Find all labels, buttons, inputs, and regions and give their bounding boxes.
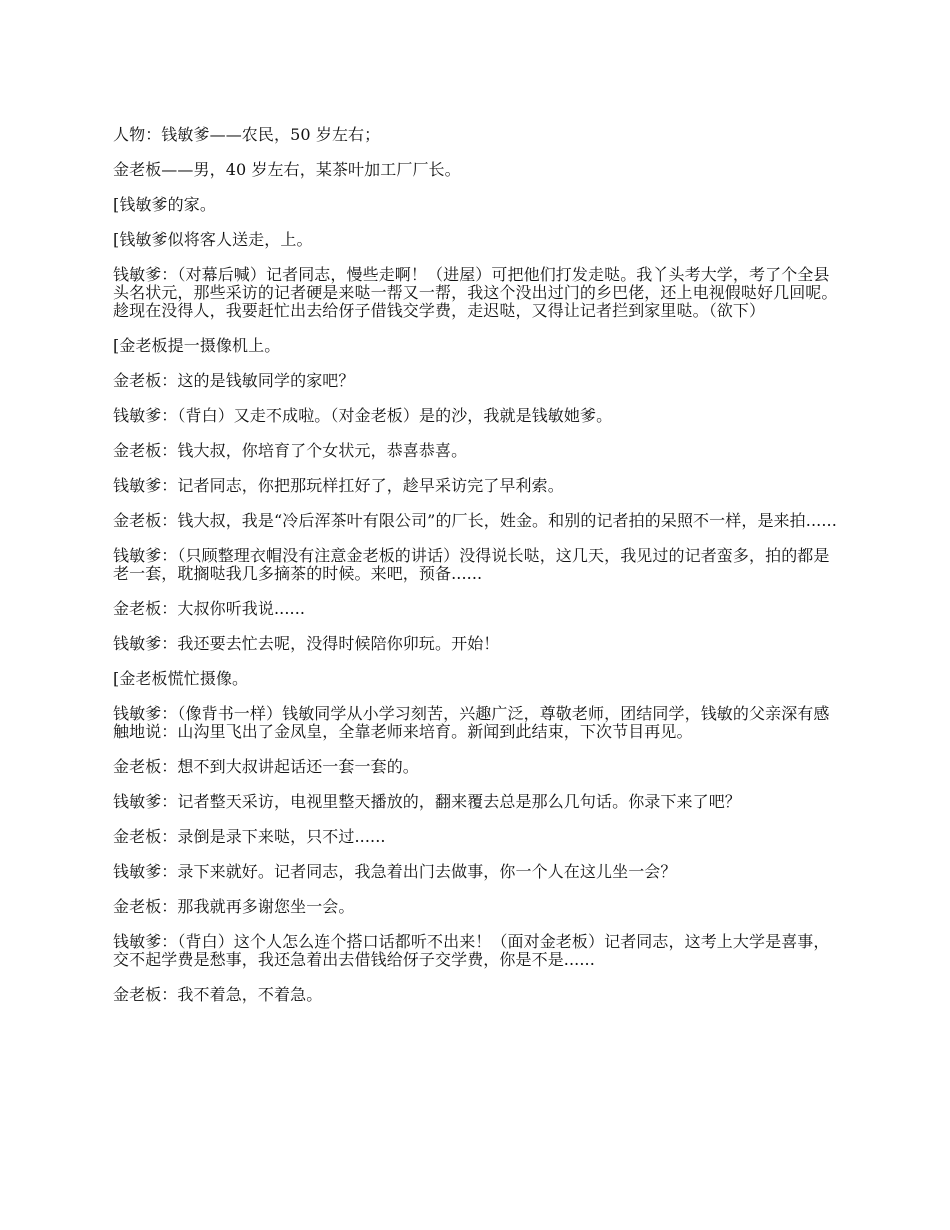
dialogue-line: 钱敏爹：录下来就好。记者同志，我急着出门去做事，你一个人在这儿坐一会？ xyxy=(113,862,677,881)
dialogue-line: 钱敏爹：记者同志，你把那玩样扛好了，趁早采访完了早利索。 xyxy=(113,476,564,495)
dialogue-line: 钱敏爹：（对幕后喊）记者同志，慢些走啊！（进屋）可把他们打发走哒。我丫头考大学，考了个全县头名状元，那些采访的记者硬是来哒一帮又一帮，我这个没出过门的乡巴佬，还上电视假哒好几回呢。趁现在没得人，我要赶忙出去给伢子借钱交学费，走迟哒，又得让记者拦到家里哒。（欲下） xyxy=(113,265,838,320)
stage-direction: [金老板慌忙摄像。 xyxy=(113,669,249,688)
dialogue-line: 金老板：录倒是录下来哒，只不过...... xyxy=(113,827,386,846)
stage-direction: [钱敏爹似将客人送走，上。 xyxy=(113,230,313,249)
dialogue-line: 金老板：钱大叔，你培育了个女状元，恭喜恭喜。 xyxy=(113,441,468,460)
dialogue-line: 钱敏爹：（背白）这个人怎么连个搭口话都听不出来！（面对金老板）记者同志，这考上大学是喜事，交不起学费是愁事，我还急着出去借钱给伢子交学费，你是不是...... xyxy=(113,932,830,969)
dialogue-line: 金老板：大叔你听我说...... xyxy=(113,599,306,618)
dialogue-line: 钱敏爹：（背白）又走不成啦。（对金老板）是的沙，我就是钱敏她爹。 xyxy=(113,406,613,425)
cast-line-jin: 金老板——男，40 岁左右，某茶叶加工厂厂长。 xyxy=(113,160,461,179)
dialogue-line: 钱敏爹：（只顾整理衣帽没有注意金老板的讲话）没得说长哒，这几天，我见过的记者蛮多，拍的都是老一套，耽搁哒我几多摘茶的时候。来吧，预备...... xyxy=(113,546,830,583)
stage-direction: [钱敏爹的家。 xyxy=(113,195,216,214)
stage-direction: [金老板提一摄像机上。 xyxy=(113,336,281,355)
dialogue-line: 金老板：钱大叔，我是“冷后浑茶叶有限公司”的厂长，姓金。和别的记者拍的呆照不一样，是来拍...... xyxy=(113,511,837,530)
dialogue-line: 钱敏爹：我还要去忙去呢，没得时候陪你卯玩。开始！ xyxy=(113,634,500,653)
dialogue-line: 金老板：这的是钱敏同学的家吧？ xyxy=(113,371,355,390)
dialogue-line: 钱敏爹：记者整天采访，电视里整天播放的，翻来覆去总是那么几句话。你录下来了吧？ xyxy=(113,792,741,811)
dialogue-line: 金老板：那我就再多谢您坐一会。 xyxy=(113,897,355,916)
script-body xyxy=(113,126,840,1021)
cast-line-qian: 人物：钱敏爹——农民，50 岁左右； xyxy=(113,125,381,144)
dialogue-line: 钱敏爹：（像背书一样）钱敏同学从小学习刻苦，兴趣广泛，尊敬老师，团结同学，钱敏的父亲深有感触地说：山沟里飞出了金凤皇，全靠老师来培育。新闻到此结束，下次节目再见。 xyxy=(113,704,830,741)
dialogue-line: 金老板：想不到大叔讲起话还一套一套的。 xyxy=(113,757,419,776)
dialogue-line: 金老板：我不着急，不着急。 xyxy=(113,985,323,1004)
